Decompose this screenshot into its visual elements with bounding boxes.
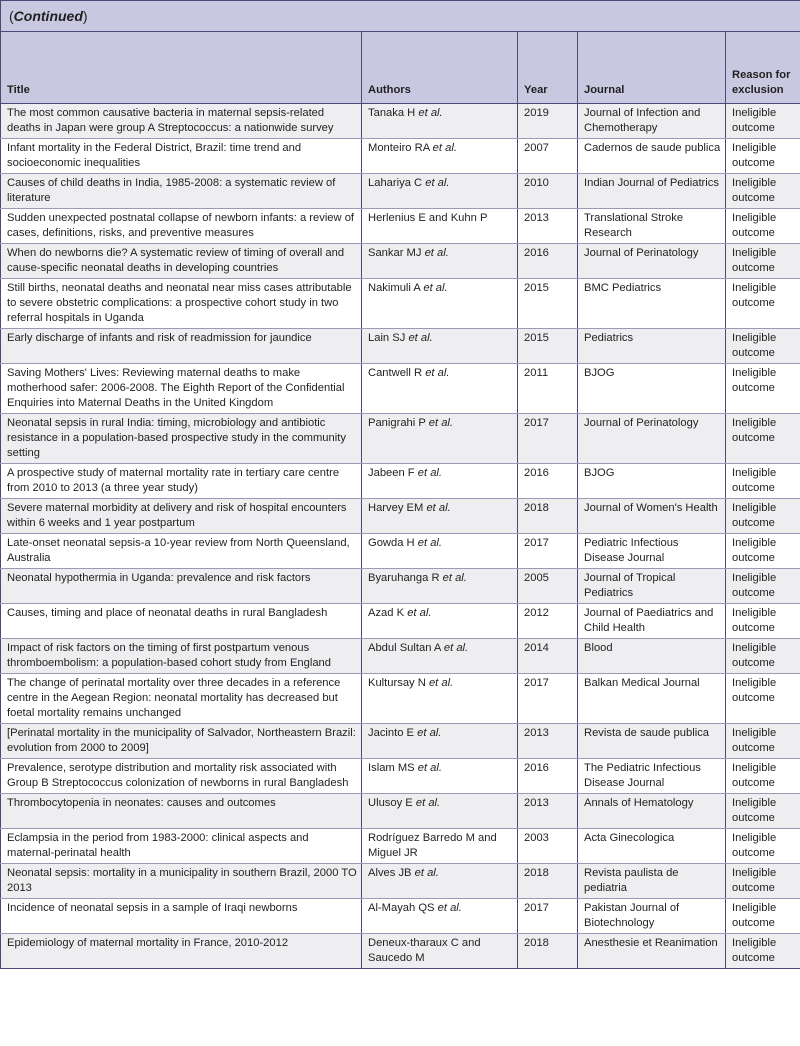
table-row — [1, 569, 800, 604]
table-row — [1, 464, 800, 499]
author-names: Lahariya C — [368, 177, 423, 189]
column-header-year: Year — [518, 32, 578, 104]
cell-title: Neonatal sepsis in rural India: timing, microbiology and antibiotic resistance in a population-based prospective study in the community setting — [1, 414, 362, 464]
author-names: Jabeen F — [368, 467, 415, 479]
author-names: Tanaka H — [368, 107, 416, 119]
et-al: et al. — [425, 177, 450, 189]
cell-authors — [362, 864, 518, 899]
cell-reason: Ineligible outcome — [726, 414, 800, 464]
table-row — [1, 899, 800, 934]
cell-title: Epidemiology of maternal mortality in France, 2010-2012 — [1, 934, 362, 969]
cell-year: 2017 — [518, 674, 578, 724]
cell-authors — [362, 569, 518, 604]
cell-authors — [362, 364, 518, 414]
column-header-journal: Journal — [578, 32, 726, 104]
cell-reason: Ineligible outcome — [726, 639, 800, 674]
et-al: et al. — [443, 642, 469, 654]
cell-authors — [362, 899, 518, 934]
et-al: et al. — [418, 107, 443, 119]
continued-banner-row — [1, 1, 800, 32]
cell-reason: Ineligible outcome — [726, 279, 800, 329]
table-row — [1, 534, 800, 569]
cell-reason: Ineligible outcome — [726, 104, 800, 139]
cell-title: Saving Mothers' Lives: Reviewing maternal deaths to make motherhood safer: 2006-2008. The Eighth Report of the Confidential Enquiries into Maternal Deaths in the United Kingdom — [1, 364, 362, 414]
author-names: Rodríguez Barredo M and Miguel JR — [368, 832, 497, 859]
cell-reason: Ineligible outcome — [726, 139, 800, 174]
et-al: et al. — [415, 797, 441, 809]
cell-year: 2018 — [518, 934, 578, 969]
cell-journal: Translational Stroke Research — [578, 209, 726, 244]
author-names: Alves JB — [368, 867, 412, 879]
cell-title: Causes, timing and place of neonatal deaths in rural Bangladesh — [1, 604, 362, 639]
et-al: et al. — [414, 867, 439, 879]
continued-close-paren: ) — [82, 7, 88, 24]
cell-year: 2015 — [518, 279, 578, 329]
et-al: et al. — [417, 467, 443, 479]
continued-label: Continued — [13, 7, 83, 24]
author-names: Ulusoy E — [368, 797, 413, 809]
table-row — [1, 794, 800, 829]
cell-journal: The Pediatric Infectious Disease Journal — [578, 759, 726, 794]
cell-title: Prevalence, serotype distribution and mortality risk associated with Group B Streptococcus colonization of newborns in rural Bangladesh — [1, 759, 362, 794]
cell-year: 2019 — [518, 104, 578, 139]
cell-journal: Revista de saude publica — [578, 724, 726, 759]
cell-year: 2011 — [518, 364, 578, 414]
cell-title: Impact of risk factors on the timing of first postpartum venous thromboembolism: a population-based cohort study from England — [1, 639, 362, 674]
et-al: et al. — [432, 142, 457, 154]
cell-reason: Ineligible outcome — [726, 209, 800, 244]
author-names: Azad K — [368, 607, 405, 619]
cell-authors — [362, 244, 518, 279]
cell-journal: Acta Ginecologica — [578, 829, 726, 864]
cell-journal: Pediatric Infectious Disease Journal — [578, 534, 726, 569]
cell-title: [Perinatal mortality in the municipality of Salvador, Northeastern Brazil: evolution from 2000 to 2009] — [1, 724, 362, 759]
cell-reason: Ineligible outcome — [726, 794, 800, 829]
cell-reason: Ineligible outcome — [726, 329, 800, 364]
cell-journal: BMC Pediatrics — [578, 279, 726, 329]
cell-year: 2007 — [518, 139, 578, 174]
cell-year: 2017 — [518, 414, 578, 464]
column-header-title: Title — [1, 32, 362, 104]
et-al: et al. — [417, 727, 442, 739]
cell-reason: Ineligible outcome — [726, 899, 800, 934]
table-row — [1, 364, 800, 414]
cell-journal: Indian Journal of Pediatrics — [578, 174, 726, 209]
cell-journal: Blood — [578, 639, 726, 674]
table-row — [1, 864, 800, 899]
cell-reason: Ineligible outcome — [726, 604, 800, 639]
et-al: et al. — [428, 417, 454, 429]
continued-banner — [1, 1, 800, 32]
cell-title: Infant mortality in the Federal District, Brazil: time trend and socioeconomic inequalities — [1, 139, 362, 174]
cell-reason: Ineligible outcome — [726, 499, 800, 534]
cell-year: 2015 — [518, 329, 578, 364]
author-names: Kultursay N — [368, 677, 426, 689]
author-names: Byaruhanga R — [368, 572, 440, 584]
cell-reason: Ineligible outcome — [726, 674, 800, 724]
cell-authors — [362, 209, 518, 244]
author-names: Monteiro RA — [368, 142, 430, 154]
cell-authors — [362, 104, 518, 139]
et-al: et al. — [423, 282, 448, 294]
cell-reason: Ineligible outcome — [726, 534, 800, 569]
author-names: Lain SJ — [368, 332, 406, 344]
table-body — [1, 104, 800, 969]
table-row — [1, 499, 800, 534]
cell-authors — [362, 414, 518, 464]
cell-authors — [362, 329, 518, 364]
continued-open-paren: ( — [9, 7, 14, 24]
cell-authors — [362, 534, 518, 569]
author-names: Deneux-tharaux C and Saucedo M — [368, 937, 481, 964]
cell-journal: Journal of Tropical Pediatrics — [578, 569, 726, 604]
cell-reason: Ineligible outcome — [726, 724, 800, 759]
author-names: Gowda H — [368, 537, 415, 549]
cell-year: 2016 — [518, 759, 578, 794]
cell-journal: BJOG — [578, 364, 726, 414]
cell-journal: Journal of Perinatology — [578, 414, 726, 464]
cell-authors — [362, 674, 518, 724]
cell-title: Eclampsia in the period from 1983-2000: clinical aspects and maternal-perinatal health — [1, 829, 362, 864]
table-row — [1, 829, 800, 864]
cell-year: 2017 — [518, 534, 578, 569]
cell-year: 2017 — [518, 899, 578, 934]
cell-year: 2012 — [518, 604, 578, 639]
cell-reason: Ineligible outcome — [726, 829, 800, 864]
table-row — [1, 639, 800, 674]
author-names: Cantwell R — [368, 367, 423, 379]
table-row — [1, 329, 800, 364]
table-row — [1, 604, 800, 639]
table-row — [1, 174, 800, 209]
table-row — [1, 139, 800, 174]
et-al: et al. — [437, 902, 462, 914]
author-names: Herlenius E and Kuhn P — [368, 212, 488, 224]
cell-reason: Ineligible outcome — [726, 759, 800, 794]
table-row — [1, 934, 800, 969]
cell-year: 2010 — [518, 174, 578, 209]
cell-year: 2016 — [518, 464, 578, 499]
table-row — [1, 674, 800, 724]
cell-year: 2018 — [518, 864, 578, 899]
column-header-reason: Reason for exclusion — [726, 32, 800, 104]
cell-year: 2003 — [518, 829, 578, 864]
column-header-authors: Authors — [362, 32, 518, 104]
cell-authors — [362, 464, 518, 499]
cell-year: 2013 — [518, 724, 578, 759]
cell-year: 2018 — [518, 499, 578, 534]
cell-authors — [362, 759, 518, 794]
cell-authors — [362, 604, 518, 639]
cell-year: 2016 — [518, 244, 578, 279]
cell-year: 2013 — [518, 794, 578, 829]
author-names: Harvey EM — [368, 502, 424, 514]
cell-title: Causes of child deaths in India, 1985-2008: a systematic review of literature — [1, 174, 362, 209]
table-row — [1, 244, 800, 279]
et-al: et al. — [442, 572, 467, 584]
cell-journal: Balkan Medical Journal — [578, 674, 726, 724]
cell-title: Early discharge of infants and risk of readmission for jaundice — [1, 329, 362, 364]
cell-journal: Journal of Infection and Chemotherapy — [578, 104, 726, 139]
cell-reason: Ineligible outcome — [726, 464, 800, 499]
cell-authors — [362, 279, 518, 329]
cell-year: 2014 — [518, 639, 578, 674]
cell-reason: Ineligible outcome — [726, 244, 800, 279]
cell-authors — [362, 499, 518, 534]
column-header-row — [1, 32, 800, 104]
table-row — [1, 104, 800, 139]
author-names: Al-Mayah QS — [368, 902, 435, 914]
table-row — [1, 759, 800, 794]
table-row — [1, 279, 800, 329]
cell-title: The change of perinatal mortality over three decades in a reference centre in the Aegean Region: neonatal mortality has decreased but foetal mortality remains unchanged — [1, 674, 362, 724]
cell-journal: Journal of Perinatology — [578, 244, 726, 279]
author-names: Panigrahi P — [368, 417, 426, 429]
et-al: et al. — [424, 247, 449, 259]
cell-authors — [362, 794, 518, 829]
cell-authors — [362, 934, 518, 969]
et-al: et al. — [417, 537, 443, 549]
cell-journal: Journal of Paediatrics and Child Health — [578, 604, 726, 639]
table-row — [1, 414, 800, 464]
et-al: et al. — [408, 332, 433, 344]
et-al: et al. — [428, 677, 454, 689]
cell-title: A prospective study of maternal mortality rate in tertiary care centre from 2010 to 2013 (a three year study) — [1, 464, 362, 499]
cell-title: Thrombocytopenia in neonates: causes and outcomes — [1, 794, 362, 829]
cell-journal: Revista paulista de pediatria — [578, 864, 726, 899]
cell-journal: Pediatrics — [578, 329, 726, 364]
cell-title: When do newborns die? A systematic review of timing of overall and cause-specific neonatal deaths in developing countries — [1, 244, 362, 279]
author-names: Nakimuli A — [368, 282, 421, 294]
author-names: Abdul Sultan A — [368, 642, 441, 654]
cell-authors — [362, 174, 518, 209]
cell-journal: Pakistan Journal of Biotechnology — [578, 899, 726, 934]
cell-authors — [362, 639, 518, 674]
cell-reason: Ineligible outcome — [726, 934, 800, 969]
cell-title: The most common causative bacteria in maternal sepsis-related deaths in Japan were group A Streptococcus: a nationwide survey — [1, 104, 362, 139]
et-al: et al. — [417, 762, 442, 774]
cell-year: 2013 — [518, 209, 578, 244]
cell-authors — [362, 829, 518, 864]
et-al: et al. — [407, 607, 432, 619]
cell-journal: Anesthesie et Reanimation — [578, 934, 726, 969]
et-al: et al. — [425, 367, 450, 379]
cell-authors — [362, 139, 518, 174]
cell-reason: Ineligible outcome — [726, 569, 800, 604]
cell-journal: BJOG — [578, 464, 726, 499]
cell-title: Sudden unexpected postnatal collapse of newborn infants: a review of cases, definitions, risks, and preventive measures — [1, 209, 362, 244]
author-names: Sankar MJ — [368, 247, 422, 259]
cell-journal: Journal of Women's Health — [578, 499, 726, 534]
author-names: Jacinto E — [368, 727, 415, 739]
table-row — [1, 209, 800, 244]
cell-title: Still births, neonatal deaths and neonatal near miss cases attributable to severe obstetric complications: a prospective cohort study in two referral hospitals in Uganda — [1, 279, 362, 329]
cell-title: Late-onset neonatal sepsis-a 10-year review from North Queensland, Australia — [1, 534, 362, 569]
cell-authors — [362, 724, 518, 759]
cell-reason: Ineligible outcome — [726, 364, 800, 414]
et-al: et al. — [426, 502, 451, 514]
cell-journal: Annals of Hematology — [578, 794, 726, 829]
author-names: Islam MS — [368, 762, 415, 774]
cell-title: Severe maternal morbidity at delivery and risk of hospital encounters within 6 weeks and 1 year postpartum — [1, 499, 362, 534]
cell-reason: Ineligible outcome — [726, 864, 800, 899]
cell-title: Neonatal hypothermia in Uganda: prevalence and risk factors — [1, 569, 362, 604]
cell-year: 2005 — [518, 569, 578, 604]
cell-title: Incidence of neonatal sepsis in a sample of Iraqi newborns — [1, 899, 362, 934]
cell-title: Neonatal sepsis: mortality in a municipality in southern Brazil, 2000 TO 2013 — [1, 864, 362, 899]
cell-journal: Cadernos de saude publica — [578, 139, 726, 174]
cell-reason: Ineligible outcome — [726, 174, 800, 209]
table-row — [1, 724, 800, 759]
